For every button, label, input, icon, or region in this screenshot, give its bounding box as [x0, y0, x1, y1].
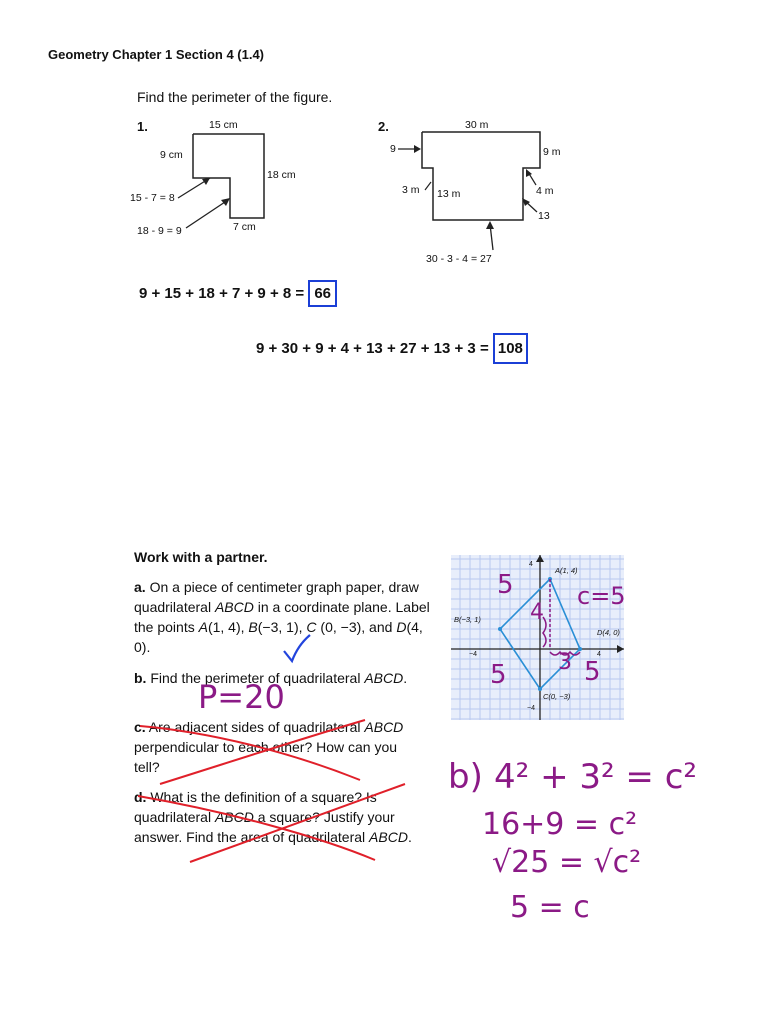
problem-1-number: 1.	[137, 119, 148, 134]
equation-1-text: 9 + 15 + 18 + 7 + 9 + 8 =	[139, 285, 305, 302]
fig1-top-label: 15 cm	[209, 119, 238, 131]
fig2-left-side-label: 13 m	[437, 188, 461, 200]
part-b-abcd: ABCD	[364, 670, 404, 686]
part-b-letter: b.	[134, 670, 147, 686]
part-a-pd: D	[396, 619, 407, 635]
part-a-text1: On a piece of centimeter graph paper, draw quadrilateral	[134, 579, 419, 615]
handwritten-line-2: 16+9 = c²	[482, 807, 638, 842]
partner-heading: Work with a partner.	[134, 549, 268, 565]
equation-2	[256, 333, 528, 364]
coordinate-graph	[451, 555, 624, 720]
part-c-letter: c.	[134, 719, 146, 735]
part-d-abcd: ABCD	[214, 809, 254, 825]
part-b-text1: Find the perimeter of quadrilateral	[146, 670, 365, 686]
answer-1-box: 66	[308, 280, 337, 307]
part-c-abcd: ABCD	[364, 719, 404, 735]
tick-y-neg: −4	[527, 705, 535, 712]
handwritten-perimeter: P=20	[198, 678, 285, 716]
fig2-right-notch-label: 9 m	[543, 146, 561, 158]
part-c-text1: Are adjacent sides of quadrilateral	[145, 719, 365, 735]
part-a-pc: C	[306, 619, 317, 635]
cross-out-marks	[130, 712, 430, 872]
part-d-end: .	[407, 829, 412, 845]
point-c-label: C(0, −3)	[543, 692, 571, 701]
fig1-annotation-a: 15 - 7 = 8	[130, 192, 175, 204]
part-d-text1: What is the definition of a square? Is quadrilateral	[134, 789, 377, 825]
problem-2-number: 2.	[378, 119, 389, 134]
part-b-end: .	[403, 670, 408, 686]
fig2-left-notch-label: 9	[390, 143, 396, 155]
fig2-top-label: 30 m	[465, 119, 489, 131]
part-a-ca: (1, 4),	[207, 619, 249, 635]
part-d-letter: d.	[134, 789, 147, 805]
point-d-label: D(4, 0)	[597, 628, 620, 637]
page-title: Geometry Chapter 1 Section 4 (1.4)	[48, 47, 265, 62]
check-mark-icon	[282, 633, 312, 665]
part-c-text2: perpendicular to each other? How can you tell?	[134, 739, 398, 775]
point-a-label: A(1, 4)	[555, 566, 578, 575]
part-a-cb: (−3, 1),	[257, 619, 307, 635]
tick-y-pos: 4	[529, 561, 533, 568]
fig1-annotation-b: 18 - 9 = 9	[137, 225, 182, 237]
handwritten-line-3: √25 = √c²	[492, 845, 642, 880]
handwritten-line-1: 4² + 3² = c²	[494, 757, 698, 797]
part-a-cc: (0, −3), and	[320, 619, 397, 635]
part-a-abcd: ABCD	[214, 599, 254, 615]
fig2-annotation-bottom: 30 - 3 - 4 = 27	[426, 253, 492, 265]
answer-2-box: 108	[493, 333, 528, 364]
equation-2-text: 9 + 30 + 9 + 4 + 13 + 27 + 13 + 3 =	[256, 340, 489, 357]
fig2-right-step-label: 4 m	[536, 185, 554, 197]
problems-heading: Find the perimeter of the figure.	[137, 89, 333, 105]
part-a-pb: B	[248, 619, 258, 635]
fig2-right-side-label: 13	[538, 210, 550, 222]
fig2-left-step-label: 3 m	[402, 184, 420, 196]
part-a-text2: in a coordinate plane. Label the points	[134, 599, 430, 635]
graph-grid	[451, 555, 624, 720]
part-d-text2: a square? Justify your answer. Find the area of quadrilateral	[134, 809, 395, 845]
handwritten-side-5-top-left: 5	[497, 570, 514, 600]
handwritten-hypotenuse: c=5	[577, 582, 626, 610]
fig1-right-label: 18 cm	[267, 169, 296, 181]
fig1-bottom-label: 7 cm	[233, 221, 256, 233]
tick-x-neg: −4	[469, 651, 477, 658]
handwritten-line-4: 5 = c	[510, 890, 590, 925]
handwritten-leg-3: 3	[558, 650, 572, 675]
part-a-letter: a.	[134, 579, 146, 595]
handwritten-side-5-bottom-right: 5	[584, 657, 601, 687]
handwritten-part-b: b)	[448, 757, 483, 797]
equation-1	[139, 280, 337, 307]
part-d-abcd2: ABCD	[369, 829, 408, 845]
point-b-label: B(−3, 1)	[454, 615, 481, 624]
handwritten-side-5-bottom-left: 5	[490, 660, 507, 690]
part-a-cd: (4, 0).	[134, 619, 423, 655]
tick-x-pos: 4	[597, 651, 601, 658]
handwritten-leg-4: 4	[530, 600, 544, 625]
part-a-pa: A	[198, 619, 208, 635]
fig1-left-label: 9 cm	[160, 149, 183, 161]
